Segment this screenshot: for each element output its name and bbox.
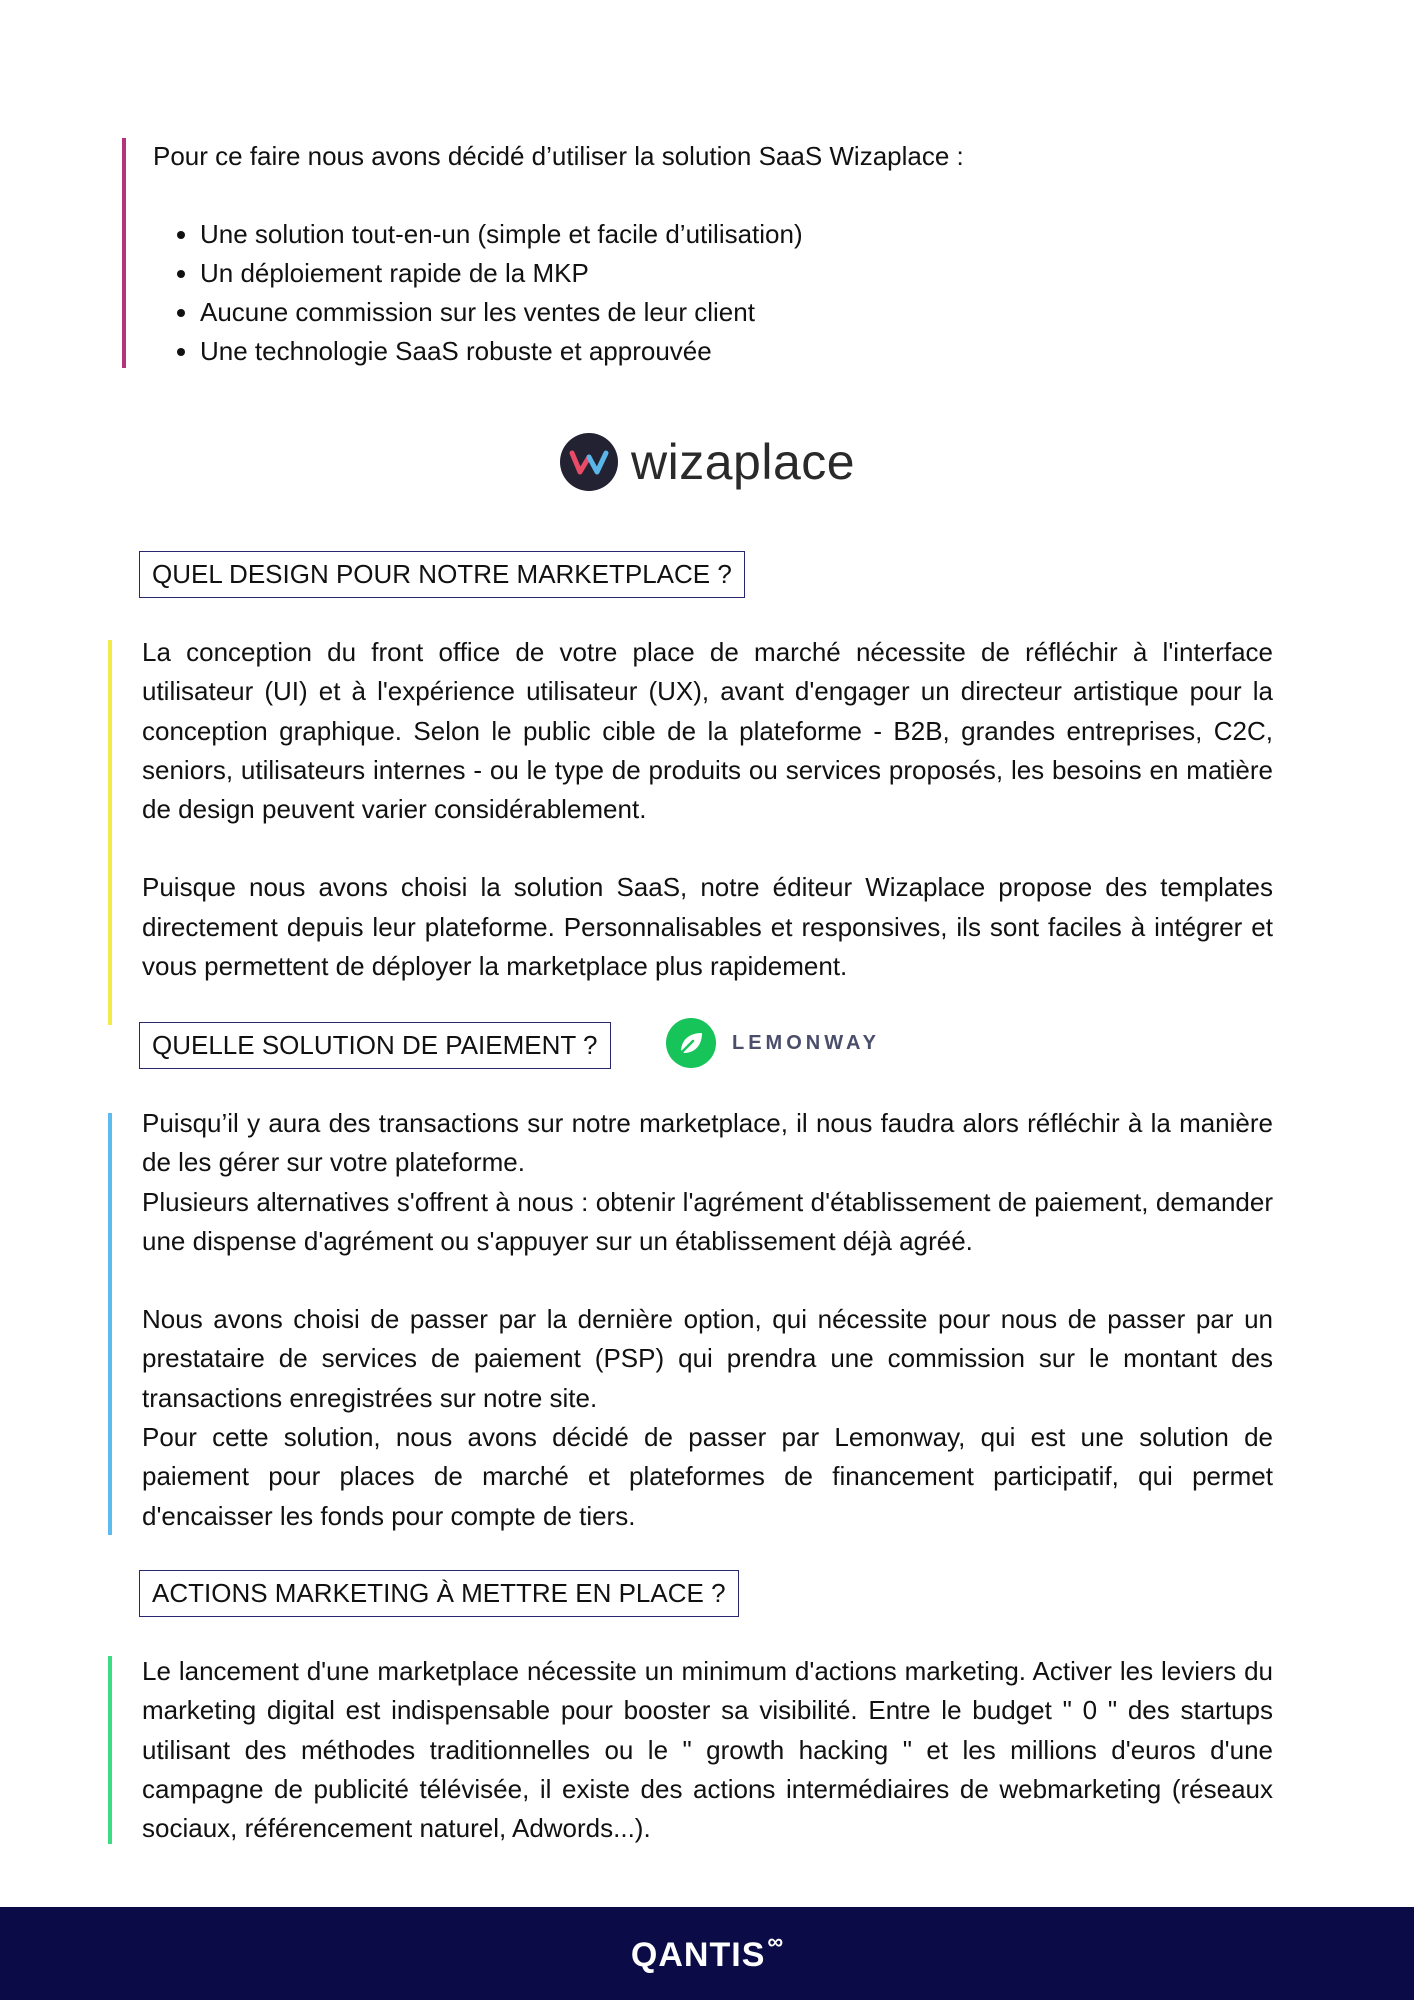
marketing-accent-bar [108,1656,112,1844]
intro-accent-bar [122,138,126,368]
lemonway-wordmark: LEMONWAY [732,1031,880,1054]
design-accent-bar [108,640,112,1025]
section-title-design: QUEL DESIGN POUR NOTRE MARKETPLACE ? [139,551,745,598]
section-title-marketing: ACTIONS MARKETING À METTRE EN PLACE ? [139,1570,739,1617]
wizaplace-logo [560,433,855,491]
intro-block [122,138,1022,371]
list-item: • Une solution tout-en-un (simple et facile d’utilisation) [200,215,1022,254]
payment-paragraph-3: Nous avons choisi de passer par la dernière option, qui nécessite pour nous de passer par un prestataire de services de paiement (PSP) qui prendra une commission sur le montant des transactions enregistrées sur notre site. [142,1304,1273,1413]
footer-bar [0,1907,1414,2000]
payment-paragraph-4: Pour cette solution, nous avons décidé de passer par Lemonway, qui est une solution de paiement pour places de marché et plateformes de financement participatif, qui permet d'encaisser les fonds pour compte de tiers. [142,1422,1273,1531]
design-paragraph-2: Puisque nous avons choisi la solution SaaS, notre éditeur Wizaplace propose des templates directement depuis leur plateforme. Personnalisables et responsives, ils sont faciles à intégrer et vous permettent de déployer la marketplace plus rapidement. [142,872,1273,982]
payment-paragraph-2: Plusieurs alternatives s'offrent à nous : obtenir l'agrément d'établissement de paiement, demander une dispense d'agrément ou s'appuyer sur un établissement déjà agréé. [142,1186,1273,1256]
payment-paragraph-1: Puisqu’il y aura des transactions sur notre marketplace, il nous faudra alors réfléchir à la manière de les gérer sur votre plateforme. [142,1108,1273,1178]
list-item: • Une technologie SaaS robuste et approuvée [200,332,1022,371]
lemonway-leaf-icon [666,1018,716,1068]
list-item: • Un déploiement rapide de la MKP [200,254,1022,293]
marketing-body [142,1652,1273,1848]
design-paragraph-1: La conception du front office de votre place de marché nécessite de réfléchir à l'interface utilisateur (UI) et à l'expérience utilisateur (UX), avant d'engager un directeur artistique pour la conception graphique. Selon le public cible de la plateforme - B2B, grandes entreprises, C2C, seniors, utilisateurs internes - ou le type de produits ou services proposés, les besoins en matière de design peuvent varier considérablement. [142,637,1273,825]
qantis-logo: QANTIS [630,1936,766,1974]
intro-lead: Pour ce faire nous avons décidé d’utiliser la solution SaaS Wizaplace : [153,141,964,171]
qantis-infinity-icon: ∞ [767,1928,784,1954]
payment-body [142,1104,1273,1536]
payment-accent-bar [108,1113,112,1535]
marketing-paragraph-1: Le lancement d'une marketplace nécessite un minimum d'actions marketing. Activer les leviers du marketing digital est indispensable pour booster sa visibilité. Entre le budget " 0 " des startups utilisant des méthodes traditionnelles ou le " growth hacking " et les millions d'euros d'une campagne de publicité télévisée, il existe des actions intermédiaires de webmarketing (réseaux sociaux, référencement naturel, Adwords...). [142,1656,1273,1844]
design-body [142,633,1273,986]
wizaplace-logo-icon [560,433,618,491]
intro-bullet-list [200,215,1022,371]
wizaplace-wordmark: wizaplace [631,434,856,490]
section-title-payment: QUELLE SOLUTION DE PAIEMENT ? [139,1022,611,1069]
list-item: • Aucune commission sur les ventes de leur client [200,293,1022,332]
lemonway-logo [666,1018,880,1068]
